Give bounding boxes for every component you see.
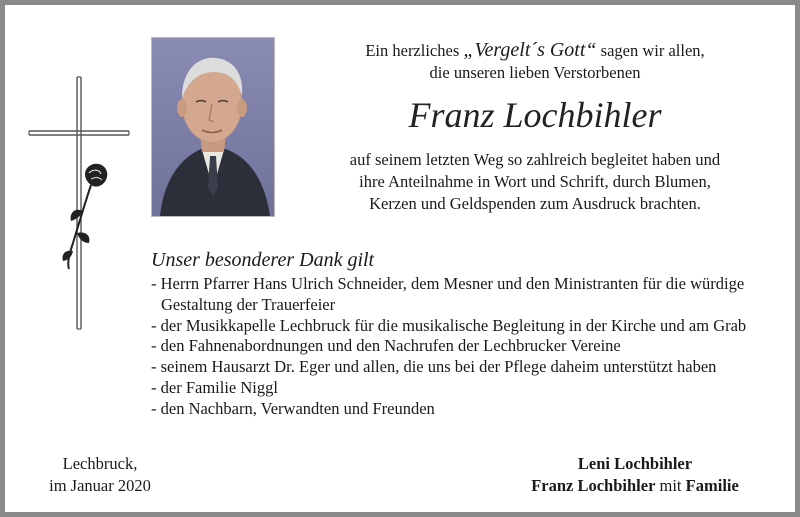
deceased-name: Franz Lochbihler <box>408 95 662 135</box>
signer-connector: mit <box>659 476 682 495</box>
intro-text <box>295 39 775 84</box>
signer-2: Franz Lochbihler <box>531 476 656 495</box>
paragraph-line-2: ihre Anteilnahme in Wort und Schrift, durch Blumen, <box>359 172 711 191</box>
signers <box>505 453 765 497</box>
signer-family: Familie <box>685 476 739 495</box>
thanks-item: - den Fahnenabordnungen und den Nachrufen der Lechbrucker Vereine <box>151 336 621 356</box>
intro-line-2: die unseren lieben Verstorbenen <box>429 63 641 82</box>
acknowledgement-paragraph <box>295 149 775 215</box>
thanks-item: - seinem Hausarzt Dr. Eger und allen, die uns bei der Pflege daheim unterstützt haben <box>151 357 717 377</box>
rose-icon <box>62 164 107 269</box>
intro-quote: „Vergelt´s Gott“ <box>463 39 597 61</box>
thanks-item: - der Musikkapelle Lechbruck für die musikalische Begleitung in der Kirche und am Grab <box>151 315 747 335</box>
intro-suffix: sagen wir allen, <box>600 41 705 60</box>
thanks-heading: Unser besonderer Dank gilt <box>151 249 375 271</box>
portrait-photo <box>151 37 275 217</box>
date: im Januar 2020 <box>49 476 151 495</box>
thanks-item: - der Familie Niggl <box>151 377 278 397</box>
place-date <box>25 453 175 497</box>
paragraph-line-3: Kerzen und Geldspenden zum Ausdruck brachten. <box>369 194 701 213</box>
intro-prefix: Ein herzliches <box>365 41 460 60</box>
signer-1: Leni Lochbihler <box>577 454 693 473</box>
thanks-item: - den Nachbarn, Verwandten und Freunden <box>151 398 435 418</box>
place: Lechbruck, <box>62 454 138 473</box>
cross-icon <box>25 73 135 335</box>
thanks-item: - Herrn Pfarrer Hans Ulrich Schneider, dem Mesner und den Ministranten für die würdige Gestaltung der Trauerfeier <box>151 274 745 314</box>
paragraph-line-1: auf seinem letzten Weg so zahlreich begleitet haben und <box>349 150 721 169</box>
thanks-list <box>151 274 791 420</box>
